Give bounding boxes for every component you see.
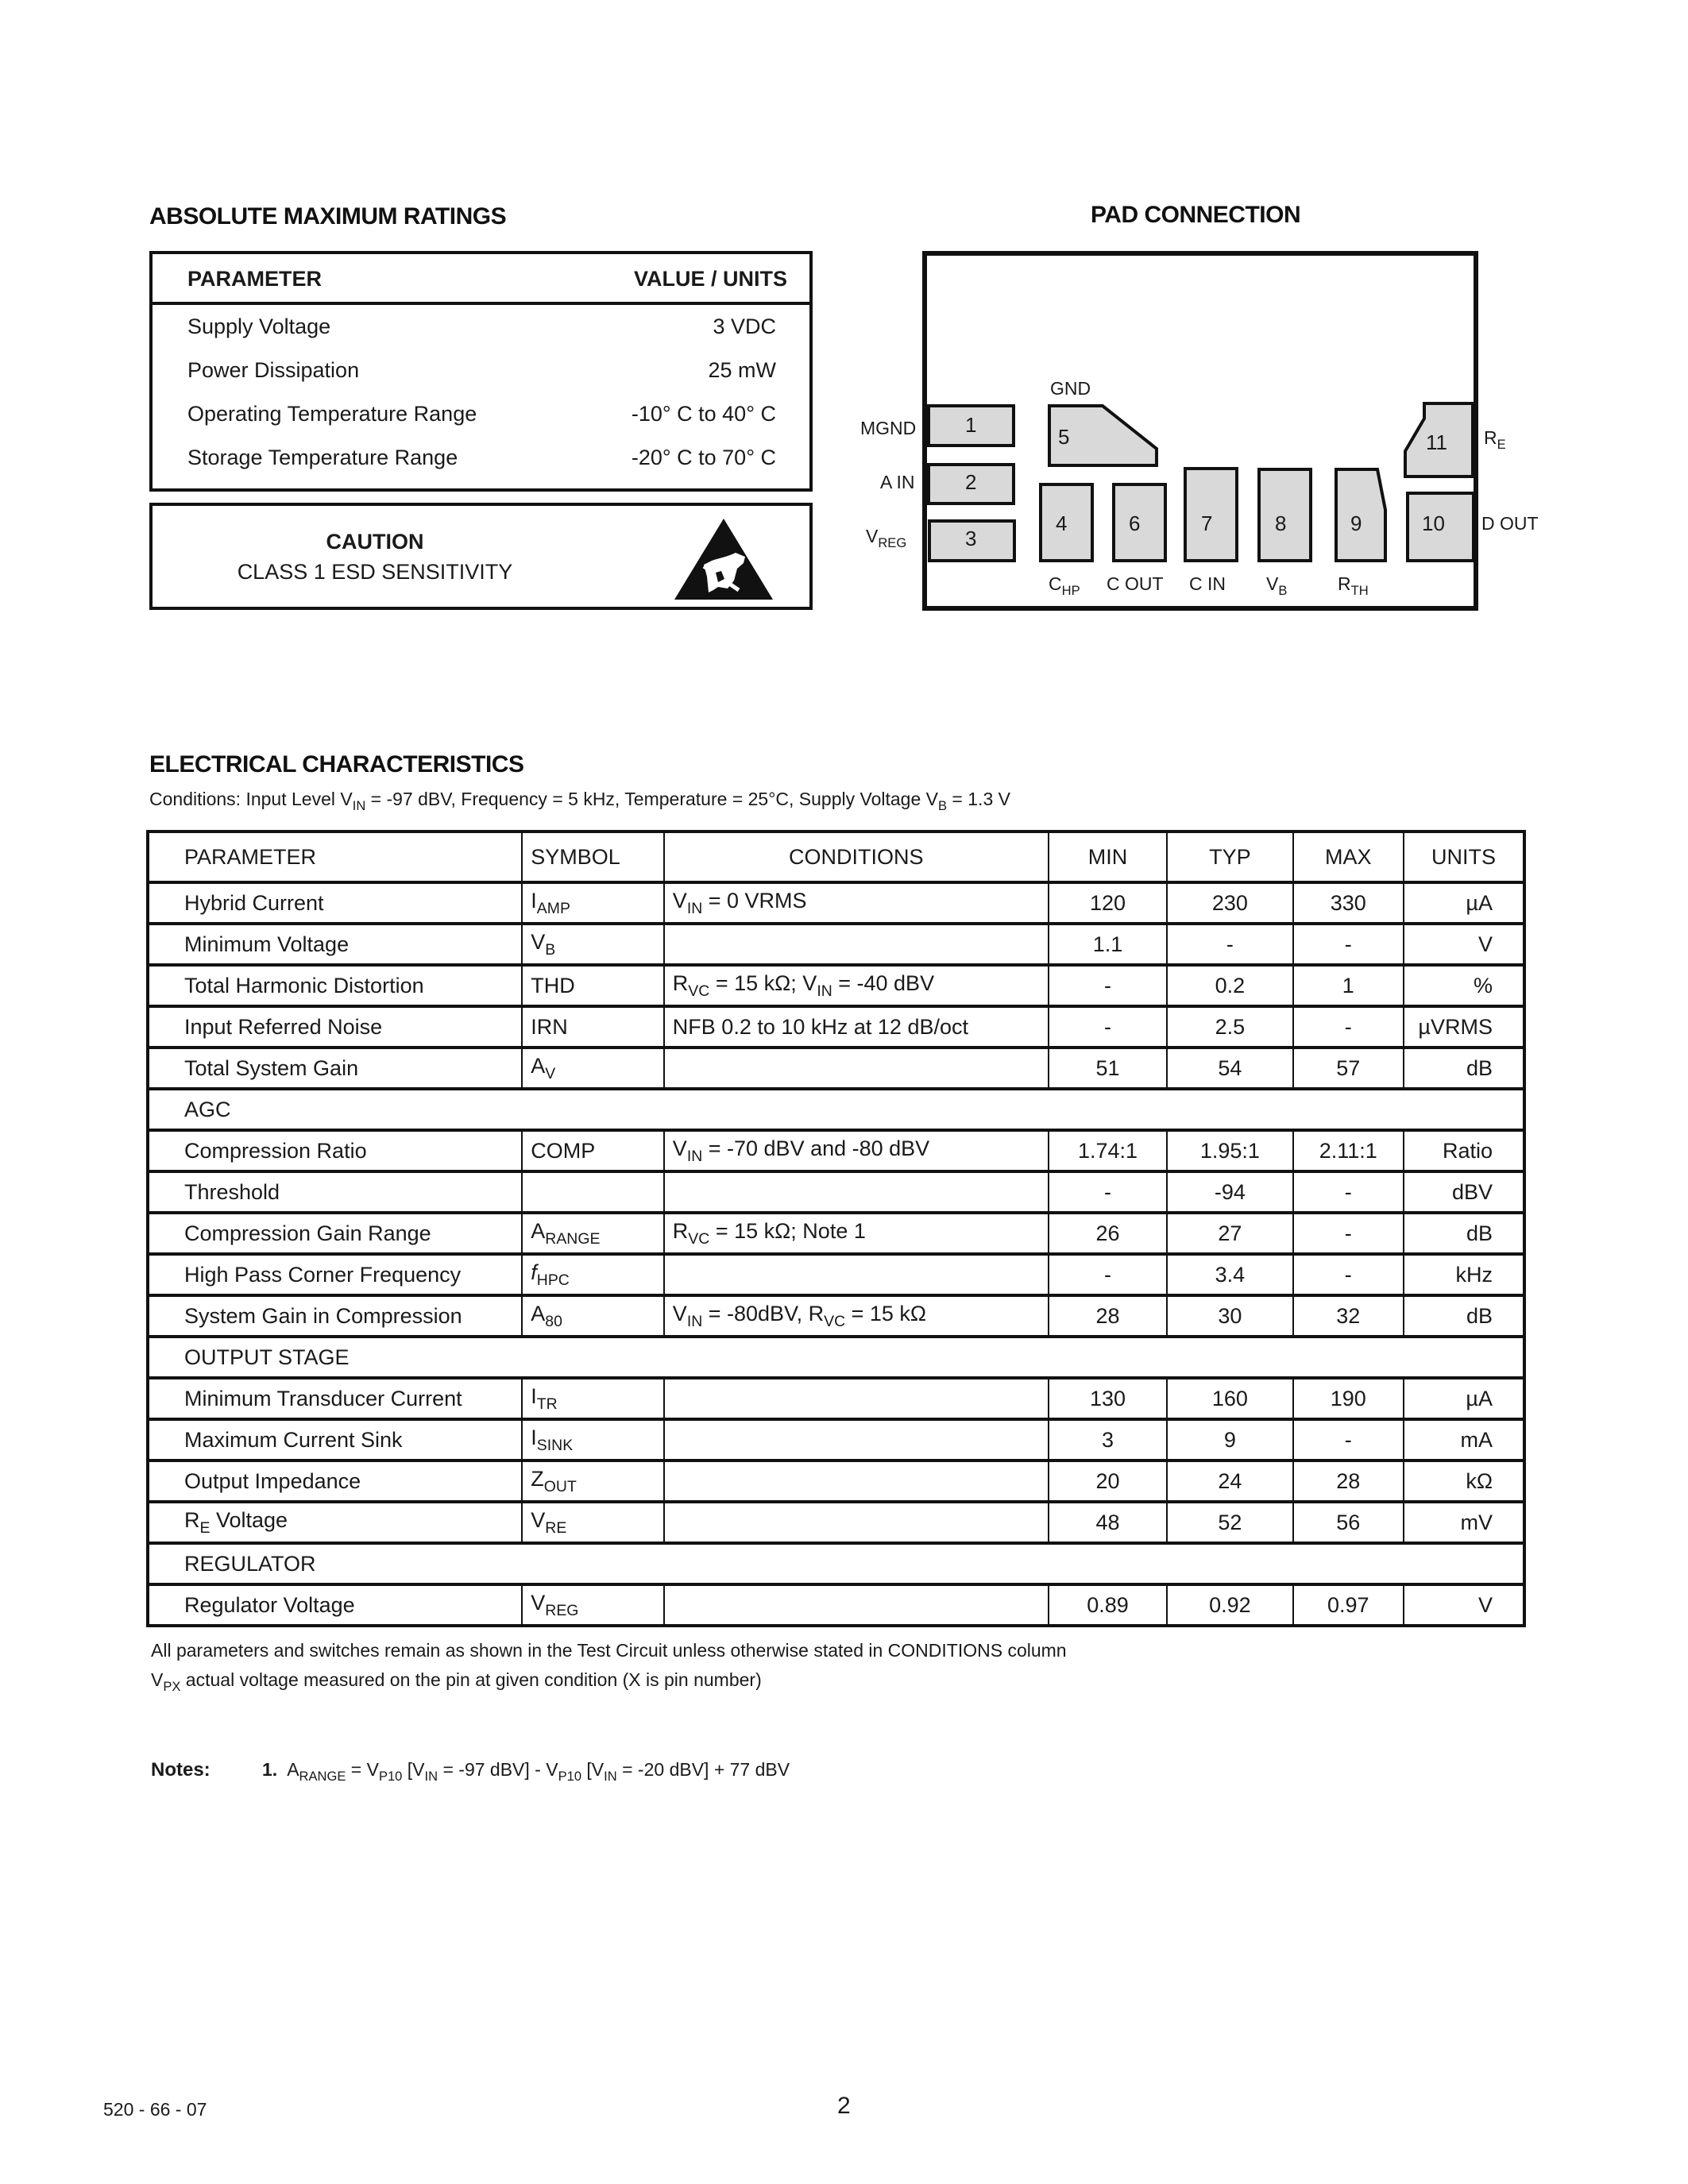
cell-conditions: $V_{IN} = -70$ dBV and -80 dBV (664, 1130, 1049, 1171)
cell-conditions (664, 1419, 1049, 1461)
cell-parameter: Minimum Transducer Current (148, 1378, 522, 1419)
cell-typ: 160 (1167, 1378, 1292, 1419)
cell-units: dB (1404, 1213, 1524, 1254)
cell-symbol: $A_V$ (522, 1048, 664, 1089)
cell-max: - (1293, 1254, 1404, 1295)
pad-number-1: 1 (965, 413, 977, 437)
section-label: OUTPUT STAGE (148, 1337, 1524, 1378)
cell-units: mV (1404, 1502, 1524, 1543)
cell-typ: 0.92 (1167, 1584, 1292, 1626)
label-vreg: $V_{REG}$ (866, 526, 907, 550)
cell-min: 130 (1049, 1378, 1167, 1419)
cell-symbol: $I_{AMP}$ (522, 882, 664, 924)
amr-row (153, 438, 809, 481)
ec-conditions: Conditions: Input Level $V_{IN} = -97$ dBV, Frequency = 5 kHz, Temperature = 25°C, Supply Voltage $V_B = 1.3$ V (149, 789, 1010, 813)
cell-parameter: Regulator Voltage (148, 1584, 522, 1626)
cell-min: 26 (1049, 1213, 1167, 1254)
cell-max: 190 (1293, 1378, 1404, 1419)
cell-max: - (1293, 924, 1404, 965)
cell-max: 0.97 (1293, 1584, 1404, 1626)
cell-parameter: $R_E$ Voltage (148, 1502, 522, 1543)
cell-units: µA (1404, 882, 1524, 924)
section-row-regulator (148, 1543, 1524, 1584)
pad-number-4: 4 (1056, 511, 1068, 535)
cell-min: 0.89 (1049, 1584, 1167, 1626)
pad-number-10: 10 (1422, 511, 1445, 535)
header-typ: TYP (1167, 832, 1292, 882)
table-row (148, 965, 1524, 1006)
amr-value: 25 mW (708, 358, 776, 382)
electrical-characteristics-table (146, 830, 1526, 1627)
cell-symbol: $V_{REG}$ (522, 1584, 664, 1626)
table-row (148, 882, 1524, 924)
cell-symbol: $I_{SINK}$ (522, 1419, 664, 1461)
doc-number: 520 - 66 - 07 (103, 2099, 207, 2120)
cell-conditions (664, 1171, 1049, 1213)
cell-units: V (1404, 1584, 1524, 1626)
cell-units: % (1404, 965, 1524, 1006)
amr-row (153, 394, 809, 438)
table-row (148, 1378, 1524, 1419)
cell-min: 1.1 (1049, 924, 1167, 965)
section-label: AGC (148, 1089, 1524, 1130)
cell-conditions (664, 1584, 1049, 1626)
pad-number-6: 6 (1129, 511, 1141, 535)
cell-parameter: Maximum Current Sink (148, 1419, 522, 1461)
cell-conditions: NFB 0.2 to 10 kHz at 12 dB/oct (664, 1006, 1049, 1048)
table-row (148, 1502, 1524, 1543)
cell-symbol: $A_{RANGE}$ (522, 1213, 664, 1254)
cell-max: 2.11:1 (1293, 1130, 1404, 1171)
pad-number-9: 9 (1350, 511, 1362, 535)
cell-max: 57 (1293, 1048, 1404, 1089)
table-row (148, 1048, 1524, 1089)
cell-units: dB (1404, 1048, 1524, 1089)
label-rth: $R_{TH}$ (1338, 573, 1369, 598)
cell-min: 20 (1049, 1461, 1167, 1502)
table-row (148, 1584, 1524, 1626)
cell-symbol: $V_{RE}$ (522, 1502, 664, 1543)
footnote-vpx: $V_{PX}$ actual voltage measured on the pin at given condition (X is pin number) (151, 1669, 762, 1694)
cell-typ: 30 (1167, 1295, 1292, 1337)
amr-value: -10° C to 40° C (631, 402, 776, 426)
amr-param: Storage Temperature Range (187, 446, 458, 469)
amr-param: Operating Temperature Range (187, 402, 477, 426)
cell-min: - (1049, 965, 1167, 1006)
cell-min: 120 (1049, 882, 1167, 924)
amr-header-parameter: PARAMETER (187, 267, 323, 291)
cell-units: kΩ (1404, 1461, 1524, 1502)
note-1: 1. $A_{RANGE} = V_{P10}$ [$V_{IN} = -97$ $dBV] - V_{P10}$ [$V_{IN} = -20$ dBV] + 77 dBV (262, 1759, 790, 1784)
cell-parameter: Threshold (148, 1171, 522, 1213)
section-label: REGULATOR (148, 1543, 1524, 1584)
header-parameter: PARAMETER (148, 832, 522, 882)
notes-label: Notes: (151, 1759, 211, 1781)
cell-conditions (664, 1502, 1049, 1543)
amr-table-header (153, 254, 809, 305)
cell-symbol: $A_{80}$ (522, 1295, 664, 1337)
cell-symbol: IRN (522, 1006, 664, 1048)
ec-title: ELECTRICAL CHARACTERISTICS (149, 751, 524, 778)
header-conditions: CONDITIONS (664, 832, 1049, 882)
table-row (148, 1295, 1524, 1337)
pad-number-7: 7 (1201, 511, 1213, 535)
amr-title: ABSOLUTE MAXIMUM RATINGS (149, 203, 507, 230)
header-min: MIN (1049, 832, 1167, 882)
cell-typ: 9 (1167, 1419, 1292, 1461)
cell-max: 28 (1293, 1461, 1404, 1502)
pad-connection-diagram (842, 238, 1557, 619)
cell-min: 48 (1049, 1502, 1167, 1543)
label-mgnd: MGND (860, 418, 917, 438)
table-row (148, 924, 1524, 965)
amr-param: Power Dissipation (187, 358, 360, 382)
cell-conditions (664, 1378, 1049, 1419)
cell-max: 1 (1293, 965, 1404, 1006)
cell-min: 28 (1049, 1295, 1167, 1337)
header-max: MAX (1293, 832, 1404, 882)
cell-typ: - (1167, 924, 1292, 965)
cell-conditions (664, 1048, 1049, 1089)
pad-number-2: 2 (965, 470, 977, 494)
page-number: 2 (837, 2093, 851, 2119)
cell-max: - (1293, 1419, 1404, 1461)
cell-typ: 54 (1167, 1048, 1292, 1089)
cell-typ: 1.95:1 (1167, 1130, 1292, 1171)
cell-symbol: COMP (522, 1130, 664, 1171)
cell-symbol: $V_B$ (522, 924, 664, 965)
cell-symbol: $Z_{OUT}$ (522, 1461, 664, 1502)
cell-typ: 2.5 (1167, 1006, 1292, 1048)
cell-conditions: $R_{VC} = 15$ kΩ; $V_{IN} = -40$ dBV (664, 965, 1049, 1006)
amr-param: Supply Voltage (187, 314, 331, 338)
footnote-test-circuit: All parameters and switches remain as shown in the Test Circuit unless otherwise stated in CONDITIONS column (151, 1640, 1067, 1661)
label-vb: $V_B$ (1266, 573, 1288, 598)
pad-number-3: 3 (965, 527, 977, 550)
cell-max: 330 (1293, 882, 1404, 924)
table-row (148, 1461, 1524, 1502)
label-cout: C OUT (1107, 573, 1164, 594)
cell-max: 32 (1293, 1295, 1404, 1337)
cell-parameter: Total Harmonic Distortion (148, 965, 522, 1006)
cell-min: 3 (1049, 1419, 1167, 1461)
cell-typ: 3.4 (1167, 1254, 1292, 1295)
table-row (148, 1006, 1524, 1048)
cell-typ: 52 (1167, 1502, 1292, 1543)
cell-typ: 27 (1167, 1213, 1292, 1254)
cell-parameter: High Pass Corner Frequency (148, 1254, 522, 1295)
header-units: UNITS (1404, 832, 1524, 882)
amr-row (153, 307, 809, 350)
section-row-agc (148, 1089, 1524, 1130)
table-header-row (148, 832, 1524, 882)
label-gnd: GND (1050, 378, 1091, 399)
cell-min: - (1049, 1171, 1167, 1213)
cell-symbol: THD (522, 965, 664, 1006)
cell-parameter: Hybrid Current (148, 882, 522, 924)
cell-symbol: $f_{HPC}$ (522, 1254, 664, 1295)
pad-number-11: 11 (1426, 430, 1447, 454)
cell-typ: 24 (1167, 1461, 1292, 1502)
cell-units: mA (1404, 1419, 1524, 1461)
caution-box (149, 503, 813, 610)
cell-typ: 0.2 (1167, 965, 1292, 1006)
cell-units: Ratio (1404, 1130, 1524, 1171)
cell-parameter: Input Referred Noise (148, 1006, 522, 1048)
caution-subtitle: CLASS 1 ESD SENSITIVITY (237, 560, 513, 584)
pad-number-5: 5 (1058, 425, 1070, 449)
cell-units: µA (1404, 1378, 1524, 1419)
table-row (148, 1213, 1524, 1254)
cell-max: - (1293, 1213, 1404, 1254)
pad-connection-title: PAD CONNECTION (1091, 202, 1301, 228)
label-dout: D OUT (1481, 513, 1539, 534)
amr-value: 3 VDC (713, 314, 776, 338)
cell-conditions (664, 1461, 1049, 1502)
cell-conditions (664, 924, 1049, 965)
cell-min: - (1049, 1006, 1167, 1048)
cell-max: - (1293, 1171, 1404, 1213)
cell-conditions: $R_{VC} = 15$ kΩ; Note 1 (664, 1213, 1049, 1254)
table-row (148, 1419, 1524, 1461)
cell-conditions: $V_{IN} = -80dBV$, $R_{VC} = 15$ kΩ (664, 1295, 1049, 1337)
cell-typ: 230 (1167, 882, 1292, 924)
pad-number-8: 8 (1275, 511, 1287, 535)
cell-symbol: $I_{TR}$ (522, 1378, 664, 1419)
cell-units: dBV (1404, 1171, 1524, 1213)
cell-units: dB (1404, 1295, 1524, 1337)
amr-table (149, 251, 813, 492)
label-re: $R_E$ (1484, 427, 1506, 452)
section-row-output-stage (148, 1337, 1524, 1378)
amr-row (153, 350, 809, 394)
cell-max: 56 (1293, 1502, 1404, 1543)
cell-conditions: $V_{IN} = 0$ VRMS (664, 882, 1049, 924)
table-row (148, 1254, 1524, 1295)
cell-units: V (1404, 924, 1524, 965)
cell-max: - (1293, 1006, 1404, 1048)
cell-parameter: Output Impedance (148, 1461, 522, 1502)
table-row (148, 1130, 1524, 1171)
cell-parameter: System Gain in Compression (148, 1295, 522, 1337)
cell-units: kHz (1404, 1254, 1524, 1295)
esd-warning-triangle-icon (672, 517, 775, 603)
cell-min: 51 (1049, 1048, 1167, 1089)
amr-header-value: VALUE / UNITS (633, 267, 787, 291)
cell-parameter: Compression Ratio (148, 1130, 522, 1171)
cell-symbol (522, 1171, 664, 1213)
cell-typ: -94 (1167, 1171, 1292, 1213)
label-chp: $C_{HP}$ (1049, 573, 1080, 598)
cell-parameter: Total System Gain (148, 1048, 522, 1089)
table-row (148, 1171, 1524, 1213)
cell-min: - (1049, 1254, 1167, 1295)
cell-parameter: Compression Gain Range (148, 1213, 522, 1254)
label-cin: C IN (1189, 573, 1226, 594)
cell-conditions (664, 1254, 1049, 1295)
cell-min: 1.74:1 (1049, 1130, 1167, 1171)
label-ain: A IN (880, 472, 915, 492)
header-symbol: SYMBOL (522, 832, 664, 882)
caution-title: CAUTION (326, 530, 424, 554)
cell-units: µVRMS (1404, 1006, 1524, 1048)
amr-value: -20° C to 70° C (631, 446, 776, 469)
cell-parameter: Minimum Voltage (148, 924, 522, 965)
